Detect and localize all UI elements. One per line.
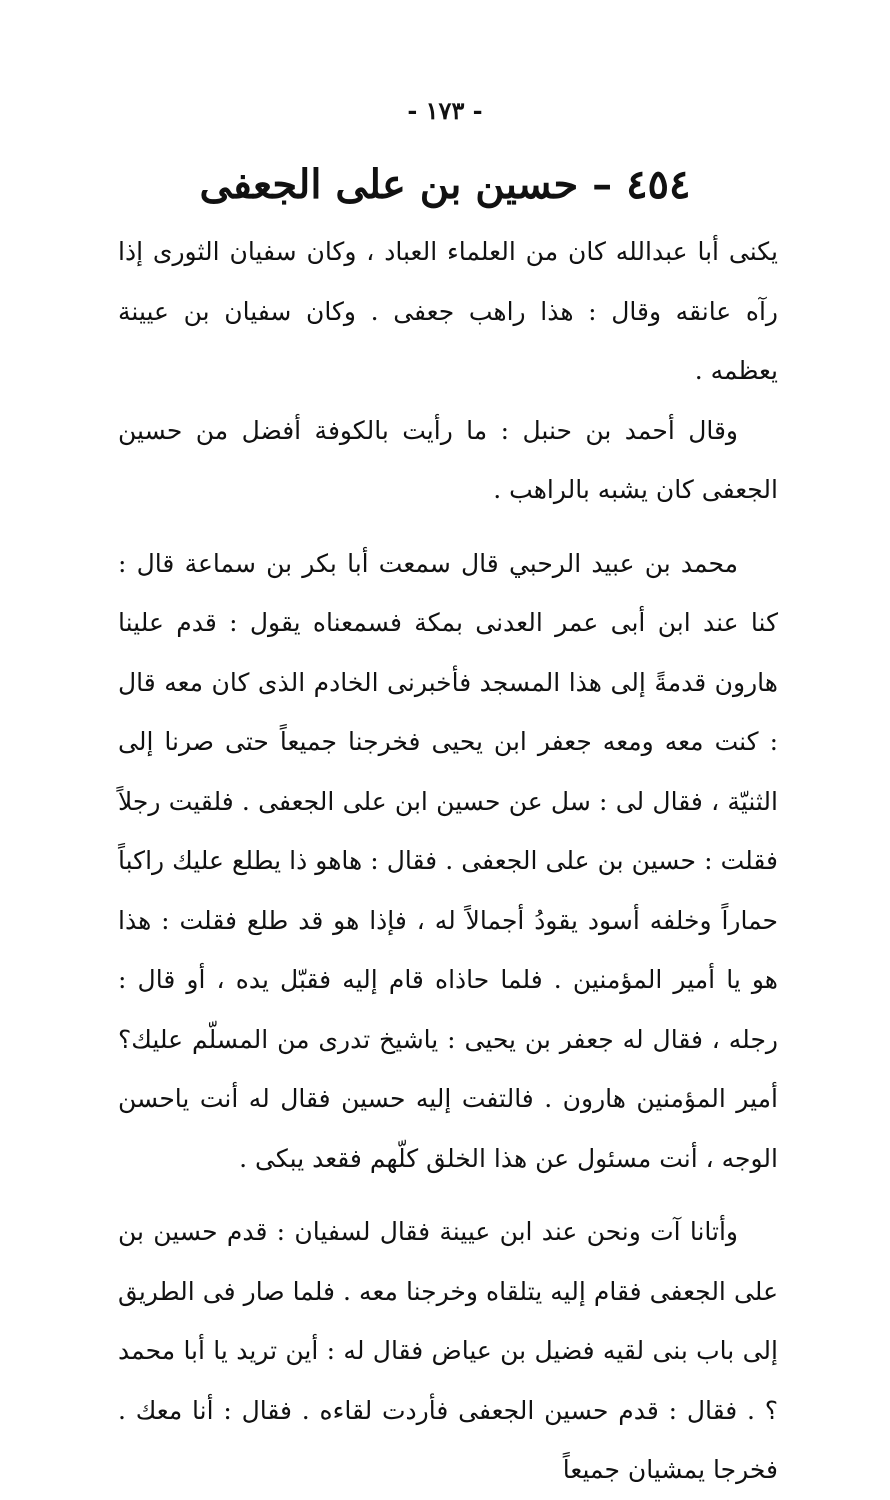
page-number: - ١٧٣ - [407, 96, 483, 125]
entry-heading: ٤٥٤ – حسين بن على الجعفى [199, 161, 691, 208]
paragraph: وقال أحمد بن حنبل : ما رأيت بالكوفة أفضل من حسين الجعفى كان يشبه بالراهب . [118, 415, 778, 504]
paragraph: محمد بن عبيد الرحبي قال سمعت أبا بكر بن سماعة قال : كنا عند ابن أبى عمر العدنى بمكة فسمعناه يقول : قدم علينا هارون قدمةً إلى هذا المسجد فأخبرنى الخادم الذى كان معه قال : كنت معه ومعه جعفر ابن يحيى فخرجنا جميعاً حتى صرنا إلى الثنيّة ، فقال لى : سل عن حسين ابن على الجعفى . فلقيت رجلاً فقلت : حسين بن على الجعفى . فقال : هاهو ذا يطلع عليك راكباً حماراً وخلفه أسود يقودُ أجمالاً له ، فإذا هو قد طلع فقلت : هذا هو يا أمير المؤمنين . فلما حاذاه قام إليه فقبّل يده ، أو قال : رجله ، فقال له جعفر بن يحيى : ياشيخ تدرى من المسلّم عليك؟ أمير المؤمنين هارون . فالتفت إليه حسين فقال له أنت ياحسن الوجه ، أنت مسئول عن هذا الخلق كلّهم فقعد يبكى . [118, 548, 778, 1173]
paragraph: يكنى أبا عبدالله كان من العلماء العباد ، وكان سفيان الثورى إذا رآه عانقه وقال : هذا راهب جعفى . وكان سفيان بن عيينة يعظمه . [118, 237, 778, 385]
paragraph: وأتانا آت ونحن عند ابن عيينة فقال لسفيان : قدم حسين بن على الجعفى فقام إليه يتلقاه وخرجنا معه . فلما صار فى الطريق إلى باب بنى لقيه فضيل بن عياض فقال له : أين تريد يا أبا محمد ؟ . فقال : قدم حسين الجعفى فأردت لقاءه . فقال : أنا معك . فخرجا يمشيان جميعاً [118, 1217, 778, 1484]
entry-body [118, 222, 778, 1500]
